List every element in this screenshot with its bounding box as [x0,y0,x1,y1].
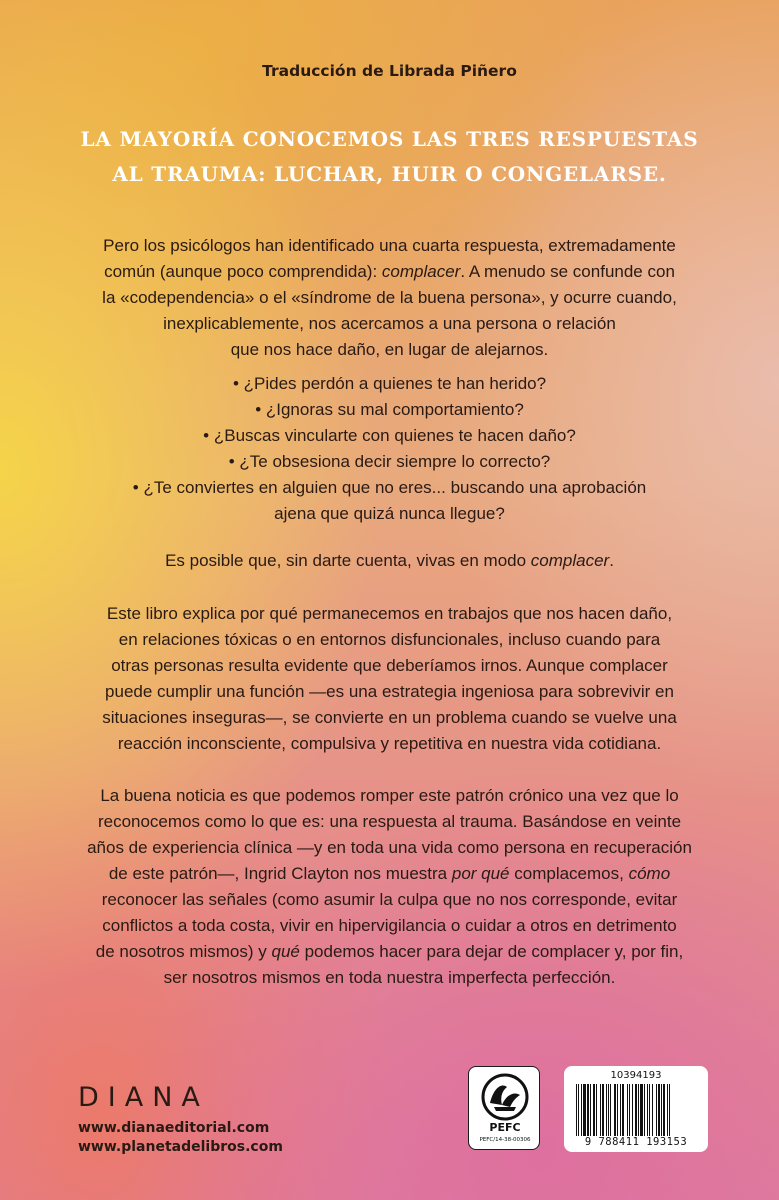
intro-line-2-text-a: común (aunque poco comprendida): [104,262,382,281]
question-item: • ¿Pides perdón a quienes te han herido? [232,374,547,393]
intro-paragraph [40,233,739,363]
mode-line [40,548,739,574]
good-news-line-4-emphasis-2: cómo [628,864,671,883]
question-item: • ¿Buscas vincularte con quienes te hacen daño? [203,426,576,445]
intro-line-2 [40,259,739,285]
publisher-url-planeta: www.planetadelibros.com [78,1139,283,1155]
mode-paragraph [40,548,739,574]
headline-line-2: AL TRAUMA: LUCHAR, HUIR O CONGELARSE. [112,162,667,186]
publisher-urls [78,1119,283,1157]
good-news-line-7-text-a: de nosotros mismos) y [95,942,272,961]
explanation-line: situaciones inseguras—, se convierte en un problema cuando se vuelve una [102,708,677,727]
intro-line-2-emphasis: complacer [381,262,461,281]
good-news-line-5: reconocer las señales (como asumir la culpa que no nos corresponde, evitar [101,890,678,909]
headline [0,122,779,192]
mode-emphasis: complacer [530,551,610,570]
publisher-logo: DIANA [78,1082,209,1113]
mode-text-b: . [609,551,614,570]
question-item: • ¿Te obsesiona decir siempre lo correcto? [228,452,551,471]
pefc-tree-icon [480,1073,530,1121]
good-news-line-6: conflictos a toda costa, vivir en hipervigilancia o cuidar a otros en detrimento [102,916,677,935]
headline-line-1: LA MAYORÍA CONOCEMOS LAS TRES RESPUESTAS [80,127,699,151]
good-news-line-7-emphasis: qué [271,942,300,961]
good-news-line-7 [40,939,739,965]
good-news-line-7-text-b: podemos hacer para dejar de complacer y, por fin, [299,942,684,961]
explanation-line: Este libro explica por qué permanecemos en trabajos que nos hacen daño, [106,604,673,623]
question-item: • ¿Te conviertes en alguien que no eres... buscando una aprobación [132,478,647,497]
pefc-certification-badge [468,1066,540,1150]
question-item: • ¿Ignoras su mal comportamiento? [255,400,524,419]
intro-line-5: que nos hace daño, en lugar de alejarnos. [230,340,549,359]
publisher-url-diana: www.dianaeditorial.com [78,1120,270,1136]
intro-line-4: inexplicablemente, nos acercamos a una persona o relación [163,314,616,333]
explanation-paragraph [40,601,739,757]
good-news-line-2: reconocemos como lo que es: una respuesta al trauma. Basándose en veinte [97,812,682,831]
isbn-barcode [564,1066,708,1152]
internal-code: 10394193 [610,1070,662,1081]
good-news-line-4-text-b: complacemos, [509,864,629,883]
good-news-line-4-emphasis-1: por qué [451,864,510,883]
good-news-line-8: ser nosotros mismos en toda nuestra imperfecta perfección. [163,968,616,987]
isbn-digits: 9 788411 193153 [584,1136,688,1148]
explanation-line: en relaciones tóxicas o en entornos disfuncionales, incluso cuando para [118,630,661,649]
translator-credit: Traducción de Librada Piñero [262,62,517,80]
pefc-label: PEFC [489,1121,521,1134]
mode-text-a: Es posible que, sin darte cuenta, vivas en modo [165,551,531,570]
question-list [40,371,739,527]
good-news-line-1: La buena noticia es que podemos romper este patrón crónico una vez que lo [100,786,679,805]
good-news-line-4-text-a: de este patrón—, Ingrid Clayton nos muestra [108,864,452,883]
intro-line-1: Pero los psicólogos han identificado una cuarta respuesta, extremadamente [103,236,676,255]
question-item-continued: ajena que quizá nunca llegue? [274,504,505,523]
explanation-line: reacción inconsciente, compulsiva y repetitiva en nuestra vida cotidiana. [117,734,662,753]
explanation-line: puede cumplir una función —es una estrategia ingeniosa para sobrevivir en [105,682,674,701]
explanation-line: otras personas resulta evidente que deberíamos irnos. Aunque complacer [111,656,668,675]
good-news-line-4 [40,861,739,887]
good-news-line-3: años de experiencia clínica —y en toda una vida como persona en recuperación [87,838,692,857]
pefc-code: PEFC/14-38-00306 [479,1137,531,1143]
intro-line-3: la «codependencia» o el «síndrome de la buena persona», y ocurre cuando, [102,288,677,307]
good-news-paragraph [40,783,739,991]
intro-line-2-text-b: . A menudo se confunde con [460,262,675,281]
barcode-bars [576,1084,696,1136]
